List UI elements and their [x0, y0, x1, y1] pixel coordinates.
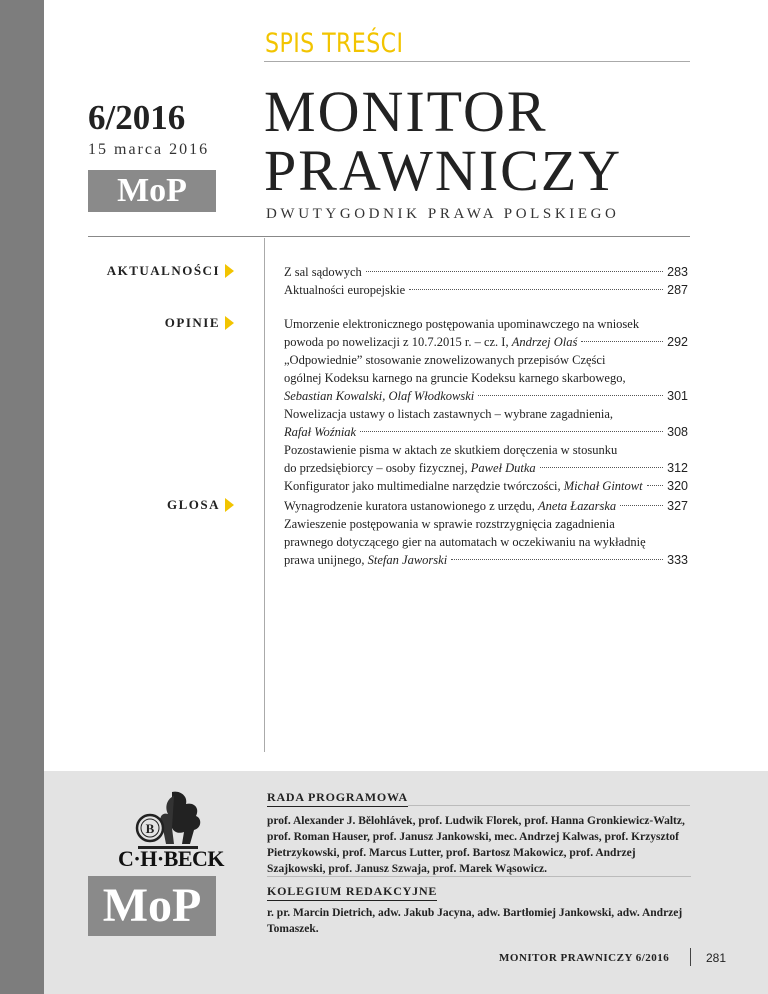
- leader-dots: [540, 467, 663, 468]
- spis-tresci-label: SPIS TREŚCI: [265, 28, 404, 59]
- leader-dots: [478, 395, 663, 396]
- toc-entry-line: do przedsiębiorcy – osoby fizycznej,: [284, 461, 471, 475]
- leader-dots: [581, 341, 663, 342]
- toc-opinie: [284, 315, 688, 495]
- heading-rule: [408, 805, 690, 806]
- toc-page-number: 308: [667, 425, 688, 439]
- toc-author: Stefan Jaworski: [367, 553, 448, 567]
- leader-dots: [409, 289, 663, 290]
- rada-programowa-heading: RADA PROGRAMOWA: [267, 790, 408, 807]
- page-number: 281: [706, 951, 727, 965]
- footer-separator: [690, 948, 691, 966]
- toc-entry-line: Nowelizacja ustawy o listach zastawnych – wybrane zagadnienia,: [284, 407, 614, 421]
- toc-entry[interactable]: [284, 441, 688, 477]
- toc-entry-title: Z sal sądowych: [284, 265, 362, 279]
- side-stripe: [0, 0, 44, 994]
- title-prawniczy: PRAWNICZY: [264, 138, 623, 203]
- toc-entry[interactable]: [284, 263, 688, 281]
- toc-entry-line: prawa unijnego,: [284, 553, 368, 567]
- toc-entry[interactable]: [284, 515, 688, 569]
- toc-entry-line: ogólnej Kodeksu karnego na gruncie Kodeksu karnego skarbowego,: [284, 371, 626, 385]
- section-label-text: AKTUALNOŚCI: [106, 263, 220, 278]
- toc-entry[interactable]: [284, 497, 688, 515]
- toc-page-number: 327: [667, 499, 688, 513]
- toc-page-number: 333: [667, 553, 688, 567]
- toc-entry[interactable]: [284, 281, 688, 299]
- section-divider: [88, 236, 690, 237]
- toc-entry-line: powoda po nowelizacji z 10.7.2015 r. – cz. I,: [284, 335, 512, 349]
- header-rule: [264, 61, 690, 62]
- subtitle: DWUTYGODNIK PRAWA POLSKIEGO: [266, 206, 620, 222]
- toc-page-number: 301: [667, 389, 688, 403]
- toc-entry[interactable]: [284, 315, 688, 351]
- section-label-aktualnosci[interactable]: [107, 263, 234, 279]
- toc-author: Paweł Dutka: [470, 461, 536, 475]
- kolegium-redakcyjne-members: r. pr. Marcin Dietrich, adw. Jakub Jacyna, adw. Bartłomiej Jankowski, adw. Andrzej Tomaszek.: [267, 907, 683, 935]
- toc-page-number: 312: [667, 461, 688, 475]
- section-label-text: OPINIE: [164, 315, 220, 330]
- heading-rule: [267, 876, 691, 877]
- title-monitor: MONITOR: [264, 79, 548, 144]
- running-footer-title: MONITOR PRAWNICZY 6/2016: [499, 952, 670, 964]
- toc-author: Michał Gintowt: [563, 479, 643, 493]
- toc-entry[interactable]: [284, 405, 688, 441]
- toc-entry-line: „Odpowiednie” stosowanie znowelizowanych przepisów Części: [284, 353, 606, 367]
- toc-entry-line: Zawieszenie postępowania w sprawie rozstrzygnięcia zagadnienia: [284, 517, 615, 531]
- toc-author: Sebastian Kowalski, Olaf Włodkowski: [284, 389, 475, 403]
- toc-page-number: 283: [667, 265, 688, 279]
- section-label-glosa[interactable]: [167, 497, 234, 513]
- leader-dots: [451, 559, 663, 560]
- toc-entry[interactable]: [284, 351, 688, 405]
- column-divider: [264, 238, 265, 752]
- toc-entry-line: Umorzenie elektronicznego postępowania upominawczego na wniosek: [284, 317, 640, 331]
- leader-dots: [366, 271, 663, 272]
- mop-badge-large: MoP: [88, 876, 216, 936]
- toc-author: Rafał Woźniak: [284, 425, 357, 439]
- toc-entry-title: Aktualności europejskie: [284, 283, 406, 297]
- kolegium-redakcyjne-heading: KOLEGIUM REDAKCYJNE: [267, 884, 437, 901]
- svg-text:B: B: [145, 821, 155, 836]
- toc-glosa: [284, 497, 688, 569]
- section-label-opinie[interactable]: [165, 315, 234, 331]
- issue-date: 15 marca 2016: [88, 141, 210, 158]
- toc-author: Aneta Łazarska: [538, 499, 617, 513]
- toc-page-number: 287: [667, 283, 688, 297]
- toc-entry-line: Konfigurator jako multimedialne narzędzie twórczości,: [284, 479, 564, 493]
- toc-entry-line: Wynagrodzenie kuratora ustanowionego z urzędu,: [284, 499, 539, 513]
- toc-entry-line: Pozostawienie pisma w aktach ze skutkiem doręczenia w stosunku: [284, 443, 618, 457]
- toc-author: Andrzej Olaś: [511, 335, 578, 349]
- issue-number: 6/2016: [88, 98, 186, 137]
- triangle-arrow-icon: [225, 498, 234, 512]
- toc-aktualnosci: [284, 263, 688, 299]
- toc-entry[interactable]: [284, 477, 688, 495]
- toc-page-number: 292: [667, 335, 688, 349]
- triangle-arrow-icon: [225, 316, 234, 330]
- rada-programowa-members: prof. Alexander J. Bělohlávek, prof. Ludwik Florek, prof. Hanna Gronkiewicz-Waltz, prof. Roman Hauser, prof. Janusz Jankowski, mec. Andrzej Kalwas, prof. Krzysztof Pietrzykowski, prof. Marcus Lutter, prof. Bartosz Makowicz, prof. Andrzej Szajkowski, prof. Janusz Szwaja, prof. Marek Wąsowicz.: [267, 815, 685, 875]
- section-label-text: GLOSA: [166, 497, 220, 512]
- griffin-crest-icon: [128, 788, 212, 852]
- triangle-arrow-icon: [225, 264, 234, 278]
- toc-entry-line: prawnego dotyczącego gier na automatach w oczekiwaniu na wykładnię: [284, 535, 646, 549]
- leader-dots: [620, 505, 663, 506]
- toc-page-number: 320: [667, 479, 688, 493]
- leader-dots: [647, 485, 664, 486]
- publisher-logo: C·H·BECK: [118, 846, 225, 871]
- leader-dots: [360, 431, 663, 432]
- mop-badge: MoP: [88, 170, 216, 212]
